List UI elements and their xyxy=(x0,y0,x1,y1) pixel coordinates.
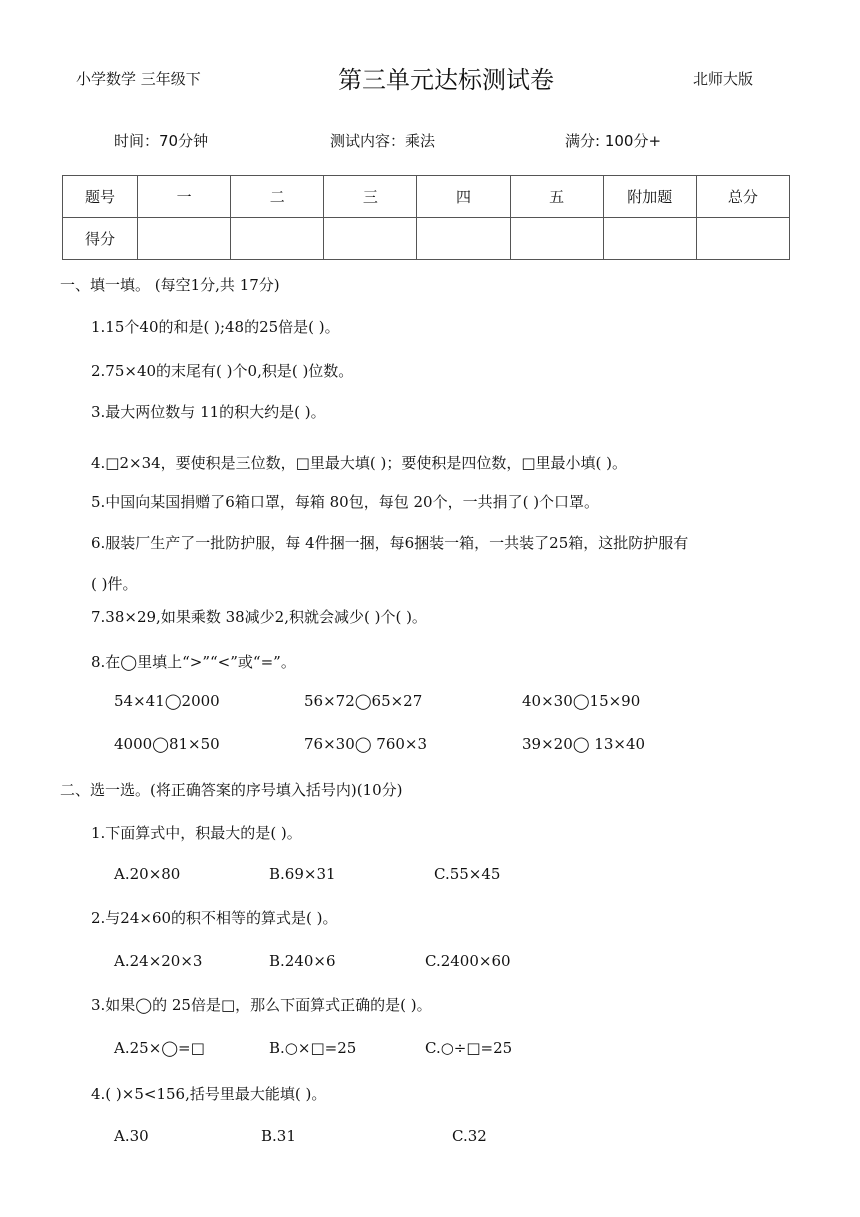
test-content: 测试内容：乘法 xyxy=(330,132,436,150)
table-cell: 二 xyxy=(231,176,324,218)
table-cell: 五 xyxy=(510,176,603,218)
option-a: A.30 xyxy=(114,1127,149,1145)
edition: 北师大版 xyxy=(693,70,754,88)
option-c: C.○÷□=25 xyxy=(425,1039,513,1057)
score-blank-cell[interactable] xyxy=(696,218,789,260)
option-c: C.32 xyxy=(452,1127,487,1145)
question-1-6: 6.服装厂生产了一批防护服，每 4件捆一捆，每6捆装一箱，一共装了25箱，这批防护服有 xyxy=(91,534,689,552)
table-cell: 附加题 xyxy=(603,176,696,218)
score-blank-cell[interactable] xyxy=(231,218,324,260)
compare-item: 54×41◯2000 xyxy=(114,692,220,710)
subject-grade: 小学数学 三年级下 xyxy=(76,70,201,88)
table-cell: 得分 xyxy=(63,218,138,260)
time-limit: 时间：70分钟 xyxy=(114,132,209,150)
option-a: A.25×◯=□ xyxy=(114,1039,205,1057)
score-blank-cell[interactable] xyxy=(417,218,510,260)
score-blank-cell[interactable] xyxy=(138,218,231,260)
compare-item: 40×30◯15×90 xyxy=(522,692,641,710)
table-cell: 总分 xyxy=(696,176,789,218)
table-cell: 四 xyxy=(417,176,510,218)
score-table xyxy=(62,175,790,260)
compare-item: 4000◯81×50 xyxy=(114,735,220,753)
table-cell: 三 xyxy=(324,176,417,218)
question-2-2: 2.与24×60的积不相等的算式是( )。 xyxy=(91,909,338,927)
score-table-header-row xyxy=(63,176,790,218)
compare-item: 39×20◯ 13×40 xyxy=(522,735,646,753)
question-2-3: 3.如果◯的 25倍是□，那么下面算式正确的是( )。 xyxy=(91,996,432,1014)
option-b: B.31 xyxy=(261,1127,296,1145)
question-2-4: 4.( )×5<156,括号里最大能填( )。 xyxy=(91,1085,327,1103)
question-1-6-continued: ( )件。 xyxy=(91,575,138,593)
option-b: B.240×6 xyxy=(269,952,336,970)
question-1-7: 7.38×29,如果乘数 38减少2,积就会减少( )个( )。 xyxy=(91,608,427,626)
question-1-5: 5.中国向某国捐赠了6箱口罩，每箱 80包，每包 20个，一共捐了( )个口罩。 xyxy=(91,493,600,511)
option-a: A.20×80 xyxy=(114,865,181,883)
table-cell: 一 xyxy=(138,176,231,218)
score-blank-cell[interactable] xyxy=(603,218,696,260)
score-blank-cell[interactable] xyxy=(510,218,603,260)
section2-title: 二、选一选。(将正确答案的序号填入括号内)(10分) xyxy=(60,781,403,799)
question-1-4: 4.□2×34，要使积是三位数，□里最大填( )；要使积是四位数，□里最小填( )。 xyxy=(91,454,627,472)
option-a: A.24×20×3 xyxy=(114,952,203,970)
full-score: 满分: 100分+ xyxy=(565,132,662,150)
compare-item: 56×72◯65×27 xyxy=(304,692,423,710)
option-b: B.○×□=25 xyxy=(269,1039,357,1057)
question-1-2: 2.75×40的末尾有( )个0,积是( )位数。 xyxy=(91,362,354,380)
score-blank-cell[interactable] xyxy=(324,218,417,260)
section1-title: 一、填一填。 (每空1分,共 17分) xyxy=(60,276,280,294)
page-title: 第三单元达标测试卷 xyxy=(338,66,554,94)
option-b: B.69×31 xyxy=(269,865,336,883)
option-c: C.2400×60 xyxy=(425,952,511,970)
question-1-1: 1.15个40的和是( );48的25倍是( )。 xyxy=(91,318,340,336)
table-cell: 题号 xyxy=(63,176,138,218)
question-1-8: 8.在◯里填上“>”“<”或“=”。 xyxy=(91,653,296,671)
score-table-score-row xyxy=(63,218,790,260)
option-c: C.55×45 xyxy=(434,865,501,883)
compare-item: 76×30◯ 760×3 xyxy=(304,735,428,753)
question-1-3: 3.最大两位数与 11的积大约是( )。 xyxy=(91,403,326,421)
question-2-1: 1.下面算式中，积最大的是( )。 xyxy=(91,824,302,842)
